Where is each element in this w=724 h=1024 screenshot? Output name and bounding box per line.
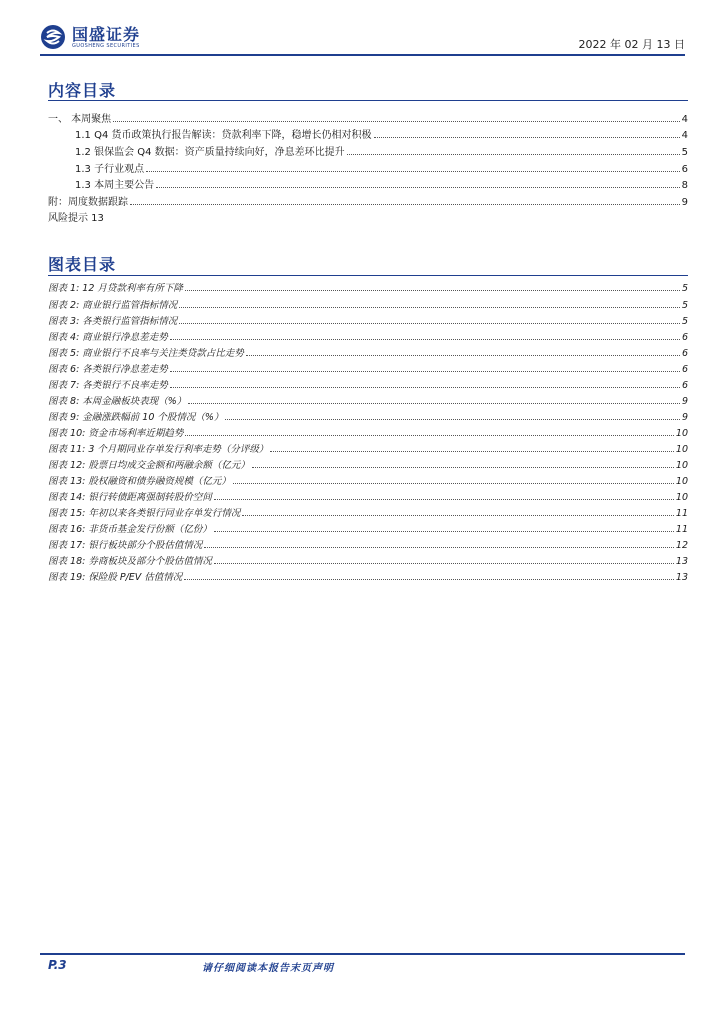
toc-entry-page: 5 [681, 147, 688, 158]
toc-leader-dots [179, 298, 680, 308]
figure-entry-text: 图表 3: 各类银行监管指标情况 [48, 316, 178, 327]
toc-leader-dots [204, 538, 674, 548]
figure-entry[interactable] [48, 570, 688, 584]
toc-entry[interactable] [75, 128, 688, 142]
toc-entry-text: 1.2 银保监会 Q4 数据：资产质量持续向好，净息差环比提升 [75, 147, 345, 158]
figure-entry-page: 9 [681, 412, 688, 423]
figure-entry-page: 11 [675, 524, 688, 535]
figure-entry[interactable] [48, 538, 688, 552]
toc-entry-page: 6 [681, 164, 688, 175]
toc-entry-page: 8 [681, 180, 688, 191]
figure-entry-text: 图表 19: 保险股 P/EV 估值情况 [48, 572, 183, 583]
toc-leader-dots [374, 128, 680, 138]
footer-page-number: P.3 [48, 958, 67, 972]
guosheng-logo-icon [40, 24, 66, 50]
toc-leader-dots [233, 474, 674, 484]
figure-entry[interactable] [48, 474, 688, 488]
figure-entry-text: 图表 11: 3 个月期同业存单发行利率走势（分评级） [48, 444, 269, 455]
figure-entry-page: 9 [681, 396, 688, 407]
toc-leader-dots [146, 162, 680, 172]
toc-entry[interactable] [48, 212, 688, 226]
toc-leader-dots [179, 314, 680, 324]
figure-entry-page: 5 [681, 300, 688, 311]
figure-entry[interactable] [48, 314, 688, 328]
figures-title: 图表目录 [48, 255, 117, 274]
company-logo [40, 24, 140, 50]
figure-entry-page: 13 [675, 556, 688, 567]
figure-entry[interactable] [48, 522, 688, 536]
toc-entry-text: 1.3 本周主要公告 [75, 180, 155, 191]
toc-entry-text: 附：周度数据跟踪 [48, 197, 128, 208]
toc-leader-dots [347, 145, 680, 155]
figure-entry[interactable] [48, 554, 688, 568]
figure-entry-text: 图表 7: 各类银行不良率走势 [48, 380, 168, 391]
figure-entry-text: 图表 14: 银行转债距离强制转股价空间 [48, 492, 212, 503]
figure-entry-text: 图表 6: 各类银行净息差走势 [48, 364, 168, 375]
figure-entry-page: 6 [681, 364, 688, 375]
contents-title-divider [48, 100, 688, 101]
figure-entry-page: 10 [675, 428, 688, 439]
page-header [40, 20, 685, 56]
toc-leader-dots [170, 330, 680, 340]
toc-entry[interactable] [75, 145, 688, 159]
toc-entry[interactable] [48, 112, 688, 126]
figure-entry[interactable] [48, 330, 688, 344]
figure-entry-page: 10 [675, 476, 688, 487]
toc-entry-page: 4 [681, 130, 688, 141]
toc-leader-dots [184, 570, 674, 580]
toc-leader-dots [214, 554, 674, 564]
figure-entry-text: 图表 17: 银行板块部分个股估值情况 [48, 540, 203, 551]
figure-entry[interactable] [48, 362, 688, 376]
toc-leader-dots [225, 410, 680, 420]
toc-entry[interactable] [75, 162, 688, 176]
figure-entry[interactable] [48, 298, 688, 312]
figure-entry-page: 5 [681, 316, 688, 327]
figure-entry-text: 图表 5: 商业银行不良率与关注类贷款占比走势 [48, 348, 244, 359]
toc-leader-dots [188, 394, 680, 404]
toc-leader-dots [156, 178, 680, 188]
toc-entry[interactable] [48, 195, 688, 209]
toc-entry-text: 风险提示 13 [48, 213, 104, 224]
toc-leader-dots [246, 346, 680, 356]
figure-entry[interactable] [48, 490, 688, 504]
figure-entry-page: 5 [681, 283, 688, 294]
figure-entry-text: 图表 1: 12 月贷款利率有所下降 [48, 283, 183, 294]
figure-entry-text: 图表 10: 资金市场利率近期趋势 [48, 428, 184, 439]
figure-entry[interactable] [48, 346, 688, 360]
figure-entry-text: 图表 8: 本周金融板块表现（%） [48, 396, 187, 407]
toc-leader-dots [130, 195, 680, 205]
figure-entry-text: 图表 4: 商业银行净息差走势 [48, 332, 168, 343]
toc-leader-dots [170, 362, 680, 372]
header-divider [40, 54, 685, 56]
logo-chinese-name: 国盛证券 [72, 24, 141, 44]
figure-entry-page: 6 [681, 348, 688, 359]
figure-entry[interactable] [48, 410, 688, 424]
toc-entry-text: 1.1 Q4 货币政策执行报告解读：贷款利率下降，稳增长仍相对积极 [75, 130, 372, 141]
figure-entry-page: 10 [675, 492, 688, 503]
figure-entry-page: 11 [675, 508, 688, 519]
figure-entry-text: 图表 16: 非货币基金发行份额（亿份） [48, 524, 212, 535]
figure-entry-page: 6 [681, 380, 688, 391]
figure-entry-text: 图表 15: 年初以来各类银行同业存单发行情况 [48, 508, 241, 519]
footer-disclaimer-note: 请仔细阅读本报告末页声明 [202, 963, 334, 974]
figure-entry[interactable] [48, 394, 688, 408]
figure-entry-page: 13 [675, 572, 688, 583]
figure-entry[interactable] [48, 506, 688, 520]
report-date: 2022 年 02 月 13 日 [578, 38, 685, 51]
figure-entry-page: 10 [675, 444, 688, 455]
toc-entry-text: 1.3 子行业观点 [75, 164, 145, 175]
toc-leader-dots [113, 112, 679, 122]
figure-entry[interactable] [48, 378, 688, 392]
toc-entry-page: 4 [681, 114, 688, 125]
toc-leader-dots [242, 506, 674, 516]
figure-entry-text: 图表 18: 券商板块及部分个股估值情况 [48, 556, 212, 567]
toc-leader-dots [185, 281, 680, 291]
figure-entry-page: 10 [675, 460, 688, 471]
toc-leader-dots [214, 522, 674, 532]
figure-entry-text: 图表 9: 金融涨跌幅前 10 个股情况（%） [48, 412, 224, 423]
toc-leader-dots [170, 378, 680, 388]
figures-title-divider [48, 275, 688, 276]
toc-entry-page: 9 [681, 197, 688, 208]
toc-entry[interactable] [75, 178, 688, 192]
figure-entry-text: 图表 12: 股票日均成交金额和两融余额（亿元） [48, 460, 250, 471]
figure-entry[interactable] [48, 458, 688, 472]
toc-entry-text: 一、 本周聚焦 [48, 114, 112, 125]
figure-entry[interactable] [48, 426, 688, 440]
toc-leader-dots [252, 458, 674, 468]
toc-leader-dots [214, 490, 674, 500]
figure-entry-page: 12 [675, 540, 688, 551]
toc-leader-dots [185, 426, 674, 436]
footer-divider [40, 953, 685, 955]
logo-english-name: GUOSHENG SECURITIES [72, 42, 140, 49]
figure-entry-text: 图表 13: 股权融资和债券融资规模（亿元） [48, 476, 231, 487]
contents-title: 内容目录 [48, 81, 117, 100]
figure-entry-page: 6 [681, 332, 688, 343]
toc-leader-dots [270, 442, 674, 452]
figure-entry[interactable] [48, 442, 688, 456]
figure-entry[interactable] [48, 281, 688, 295]
figure-entry-text: 图表 2: 商业银行监管指标情况 [48, 300, 178, 311]
